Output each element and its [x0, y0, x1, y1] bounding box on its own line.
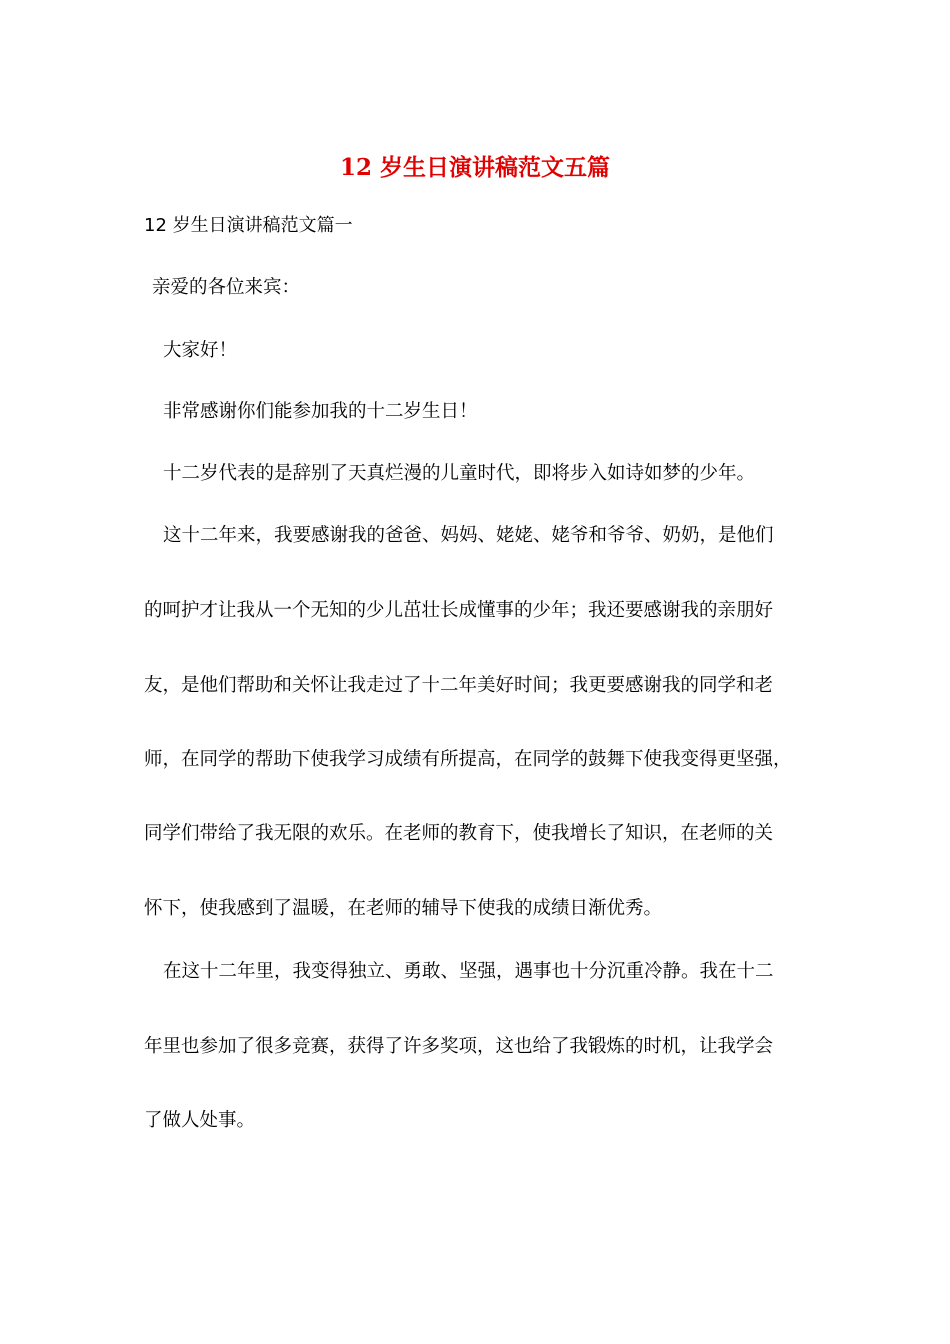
paragraph-line: 非常感谢你们能参加我的十二岁生日！	[163, 401, 478, 422]
paragraph-line: 同学们带给了我无限的欢乐。在老师的教育下，使我增长了知识，在老师的关	[144, 823, 774, 844]
paragraph-line: 这十二年来，我要感谢我的爸爸、妈妈、姥姥、姥爷和爷爷、奶奶，是他们	[163, 525, 774, 546]
paragraph-line: 师，在同学的帮助下使我学习成绩有所提高，在同学的鼓舞下使我变得更坚强，	[144, 749, 792, 770]
paragraph-line: 年里也参加了很多竞赛，获得了许多奖项，这也给了我锻炼的时机，让我学会	[144, 1036, 774, 1057]
paragraph-line: 十二岁代表的是辞别了天真烂漫的儿童时代，即将步入如诗如梦的少年。	[163, 463, 756, 484]
paragraph-line: 了做人处事。	[144, 1110, 256, 1131]
section-heading: 12 岁生日演讲稿范文篇一	[144, 215, 353, 236]
paragraph-line: 友，是他们帮助和关怀让我走过了十二年美好时间；我更要感谢我的同学和老	[144, 675, 774, 696]
paragraph-line: 的呵护才让我从一个无知的少儿茁壮长成懂事的少年；我还要感谢我的亲朋好	[144, 600, 774, 621]
paragraph-line: 怀下，使我感到了温暖，在老师的辅导下使我的成绩日渐优秀。	[144, 898, 663, 919]
paragraph-line: 大家好！	[163, 340, 238, 361]
greeting: 亲爱的各位来宾：	[152, 277, 301, 298]
document-title: 12 岁生日演讲稿范文五篇	[339, 154, 610, 181]
paragraph-line: 在这十二年里，我变得独立、勇敢、坚强，遇事也十分沉重冷静。我在十二	[163, 961, 774, 982]
